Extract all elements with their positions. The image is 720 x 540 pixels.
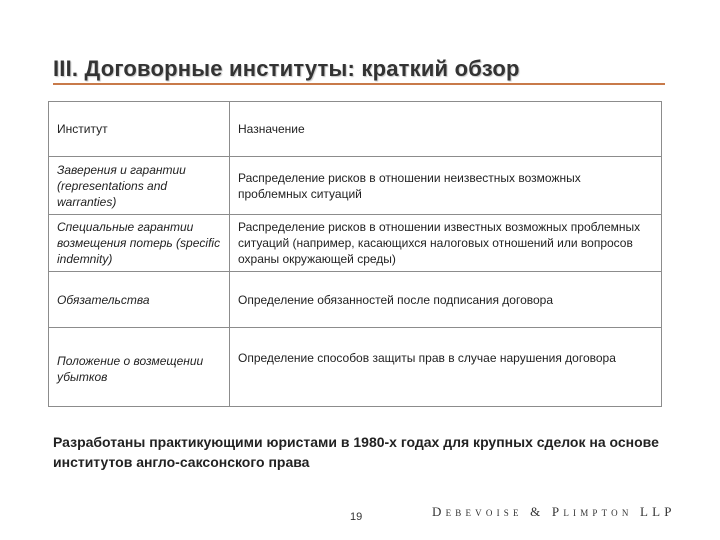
table-row: [49, 157, 662, 215]
purpose-cell: Распределение рисков в отношении неизвестных возможных проблемных ситуаций: [230, 157, 662, 215]
institute-cell: Заверения и гарантии (representations and warranties): [49, 157, 230, 215]
institute-cell: Специальные гарантии возмещения потерь (specific indemnity): [49, 215, 230, 272]
institutes-table: [48, 101, 662, 407]
purpose-cell: Определение обязанностей после подписания договора: [230, 272, 662, 328]
table-row: [49, 328, 662, 407]
page-number: 19: [350, 511, 363, 523]
table-header-row: [49, 102, 662, 157]
institute-cell: Обязательства: [49, 272, 230, 328]
slide-title: III. Договорные институты: краткий обзор: [53, 56, 520, 81]
purpose-cell: Распределение рисков в отношении известных возможных проблемных ситуаций (например, касающихся налоговых отношений или вопросов охраны окружающей среды): [230, 215, 662, 272]
institute-cell: Положение о возмещении убытков: [49, 328, 230, 407]
table-row: [49, 215, 662, 272]
purpose-cell: Определение способов защиты прав в случае нарушения договора: [230, 328, 662, 407]
title-divider: [53, 83, 665, 85]
header-institute: Институт: [49, 102, 230, 157]
table-row: [49, 272, 662, 328]
firm-logo: Debevoise & Plimpton LLP: [432, 504, 676, 519]
summary-note: Разработаны практикующими юристами в 1980-х годах для крупных сделок на основе институтов англо-саксонского права: [53, 434, 659, 470]
header-purpose: Назначение: [230, 102, 662, 157]
